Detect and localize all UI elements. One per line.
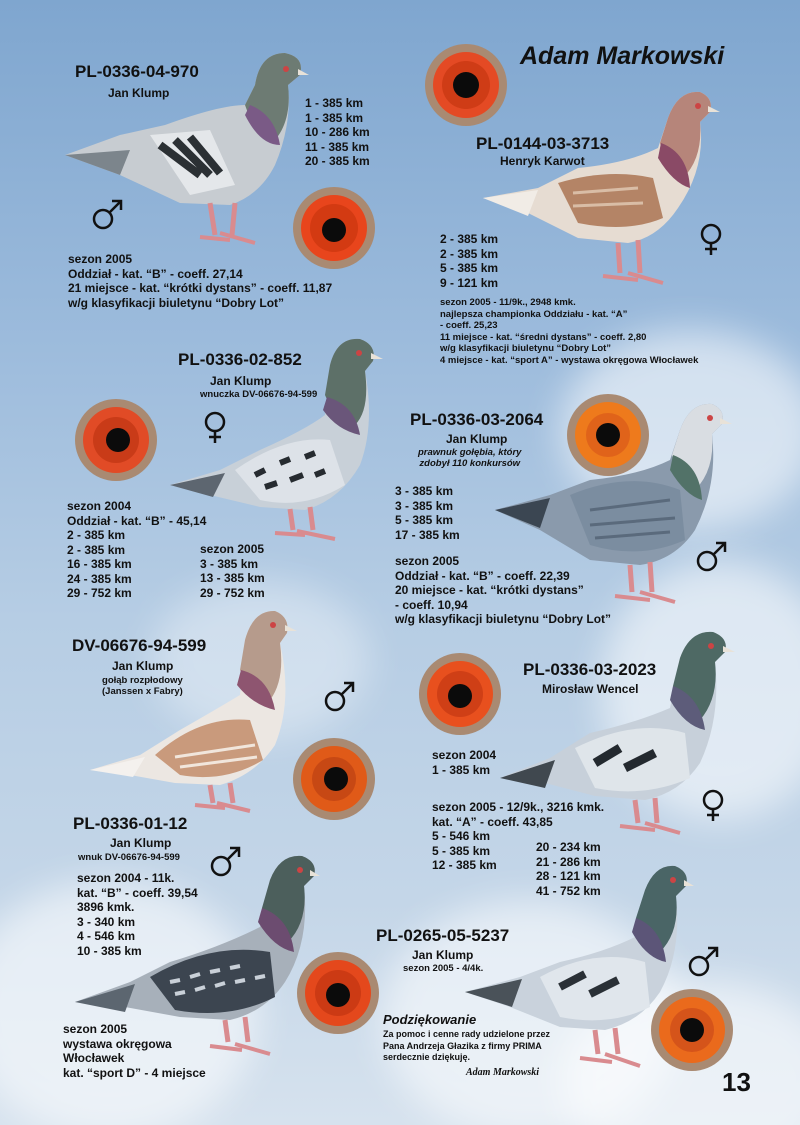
season-line: wystawa okręgowa <box>63 1036 172 1051</box>
result-line: 20 - 234 km <box>536 840 601 854</box>
season-line: Oddział - kat. “B” - coeff. 22,39 <box>395 568 570 583</box>
season-line: 3896 kmk. <box>77 900 135 914</box>
owner-name: Jan Klump <box>108 86 170 100</box>
male-symbol-icon <box>694 540 728 574</box>
season-line: sezon 2005 <box>63 1022 128 1036</box>
result-line: 3 - 385 km <box>395 498 454 513</box>
result-line: 3 - 385 km <box>395 484 454 498</box>
ring-number: PL-0336-03-2023 <box>523 660 657 679</box>
results-list <box>395 484 460 542</box>
note-line: prawnuk gołębia, który <box>418 447 522 458</box>
result-line: 21 - 286 km <box>536 854 601 869</box>
season-block <box>67 499 206 601</box>
eye-photo <box>650 988 734 1072</box>
result-line: 10 - 385 km <box>77 943 142 958</box>
season-line: kat. “A” - coeff. 43,85 <box>432 814 553 829</box>
acknowledgement-line: Za pomoc i cenne rady udzielone przez <box>383 1029 551 1039</box>
ring-number: DV-06676-94-599 <box>72 636 207 655</box>
lineage-note: wnuk DV-06676-94-599 <box>78 852 180 863</box>
owner-name: Jan Klump <box>112 659 174 673</box>
season-block <box>68 252 332 310</box>
result-line: 1 - 385 km <box>305 96 364 110</box>
season-block <box>432 748 496 777</box>
ring-number: PL-0336-04-970 <box>75 62 199 81</box>
owner-name: Mirosław Wencel <box>542 682 639 696</box>
season-line: sezon 2005 <box>68 252 133 266</box>
result-line: 2 - 385 km <box>67 542 126 557</box>
result-line: 3 - 385 km <box>200 556 259 571</box>
pigeon-photo <box>85 605 305 820</box>
season-line: sezon 2004 <box>67 499 132 513</box>
result-line: 1 - 385 km <box>305 110 364 125</box>
acknowledgement-text <box>383 1029 550 1064</box>
result-line: 1 - 385 km <box>432 762 491 777</box>
season-block <box>77 871 198 958</box>
result-line: 9 - 121 km <box>440 275 499 290</box>
season-line: sezon 2005 <box>395 554 460 568</box>
note-line: gołąb rozpłodowy <box>102 675 183 686</box>
season-line: sezon 2005 <box>200 542 265 556</box>
ring-number: PL-0336-03-2064 <box>410 410 544 429</box>
season-line: w/g klasyfikacji biuletynu “Dobry Lot” <box>440 343 612 354</box>
season-line: sezon 2004 <box>432 748 497 762</box>
female-symbol-icon <box>696 788 730 822</box>
season-line: Oddział - kat. “B” - coeff. 27,14 <box>68 266 243 281</box>
result-line: 2 - 385 km <box>440 232 499 246</box>
owner-name: Jan Klump <box>210 374 272 388</box>
season-line: w/g klasyfikacji biuletynu “Dobry Lot” <box>395 612 612 626</box>
season-line: najlepsza championka Oddziału - kat. “A” <box>440 308 628 320</box>
lineage-note: wnuczka DV-06676-94-599 <box>200 389 318 400</box>
result-line: 13 - 385 km <box>200 571 265 585</box>
result-line: 24 - 385 km <box>67 571 132 586</box>
owner-name: Jan Klump <box>110 836 172 850</box>
acknowledgement-signature: Adam Markowski <box>466 1067 540 1078</box>
result-line: 17 - 385 km <box>395 527 460 542</box>
male-symbol-icon <box>322 680 356 714</box>
results-list <box>440 232 498 290</box>
owner-name: Henryk Karwot <box>500 154 585 168</box>
result-line: 29 - 752 km <box>200 585 265 600</box>
result-line: 2 - 385 km <box>67 528 126 542</box>
season-line: Oddział - kat. “B” - 45,14 <box>67 513 207 528</box>
result-line: 2 - 385 km <box>440 246 499 261</box>
eye-photo <box>292 737 376 821</box>
season-line: sezon 2005 - 12/9k., 3216 kmk. <box>432 800 605 814</box>
result-line: 10 - 286 km <box>305 125 370 139</box>
season-block <box>200 542 265 600</box>
season-line: 11 miejsce - kat. “średni dystans” - coeff. 2,80 <box>440 331 647 343</box>
eye-photo <box>296 951 380 1035</box>
result-line: 41 - 752 km <box>536 883 601 898</box>
acknowledgement-title: Podziękowanie <box>383 1012 477 1027</box>
season-line: sezon 2004 - 11k. <box>77 871 175 885</box>
female-symbol-icon <box>694 222 728 256</box>
result-line: 4 - 546 km <box>77 929 136 943</box>
acknowledgement-line: serdecznie dziękuję. <box>383 1052 471 1062</box>
eye-photo <box>74 398 158 482</box>
season-block <box>440 297 698 366</box>
result-line: 3 - 340 km <box>77 914 136 929</box>
season-block <box>63 1022 206 1080</box>
result-line: 5 - 546 km <box>432 829 491 843</box>
season-line: - coeff. 25,23 <box>440 320 498 331</box>
male-symbol-icon <box>90 198 124 232</box>
season-line: 20 miejsce - kat. “krótki dystans” <box>395 583 584 597</box>
season-line: kat. “B” - coeff. 39,54 <box>77 885 198 900</box>
result-line: 16 - 385 km <box>67 557 132 571</box>
note-line: (Janssen x Fabry) <box>102 686 183 697</box>
owner-name: Jan Klump <box>412 948 474 962</box>
results-list <box>305 96 370 169</box>
season-line: - coeff. 10,94 <box>395 597 468 612</box>
result-line: 28 - 121 km <box>536 869 601 883</box>
author-title: Adam Markowski <box>520 42 725 70</box>
season-line: sezon 2005 - 11/9k., 2948 kmk. <box>440 297 576 308</box>
result-line: 11 - 385 km <box>305 139 370 154</box>
owner-name: Jan Klump <box>446 432 508 446</box>
season-line: Włocławek <box>63 1051 125 1065</box>
acknowledgement-line: Pana Andrzeja Głazika z firmy PRIMA <box>383 1040 542 1051</box>
result-line: 5 - 385 km <box>432 843 491 858</box>
lineage-note: sezon 2005 - 4/4k. <box>403 963 484 974</box>
note-line: zdobył 110 konkursów <box>419 458 521 469</box>
pigeon-photo <box>478 88 723 303</box>
ring-number: PL-0336-02-852 <box>178 350 302 369</box>
season-block <box>395 554 611 627</box>
season-line: 4 miejsce - kat. “sport A” - wystawa okręgowa Włocławek <box>440 354 699 366</box>
season-line: 21 miejsce - kat. “krótki dystans” - coeff. 11,87 <box>68 281 333 295</box>
result-line: 29 - 752 km <box>67 586 132 600</box>
result-line: 20 - 385 km <box>305 154 370 168</box>
ring-number: PL-0265-05-5237 <box>376 926 510 945</box>
ring-number: PL-0336-01-12 <box>73 814 188 833</box>
season-line: w/g klasyfikacji biuletynu “Dobry Lot” <box>68 295 285 310</box>
ring-number: PL-0144-03-3713 <box>476 134 610 153</box>
male-symbol-icon <box>686 945 720 979</box>
eye-photo <box>418 652 502 736</box>
season-line: kat. “sport D” - 4 miejsce <box>63 1065 206 1080</box>
result-line: 5 - 385 km <box>395 513 454 527</box>
result-line: 5 - 385 km <box>440 261 499 275</box>
result-line: 12 - 385 km <box>432 858 497 872</box>
page-number: 13 <box>722 1067 751 1097</box>
